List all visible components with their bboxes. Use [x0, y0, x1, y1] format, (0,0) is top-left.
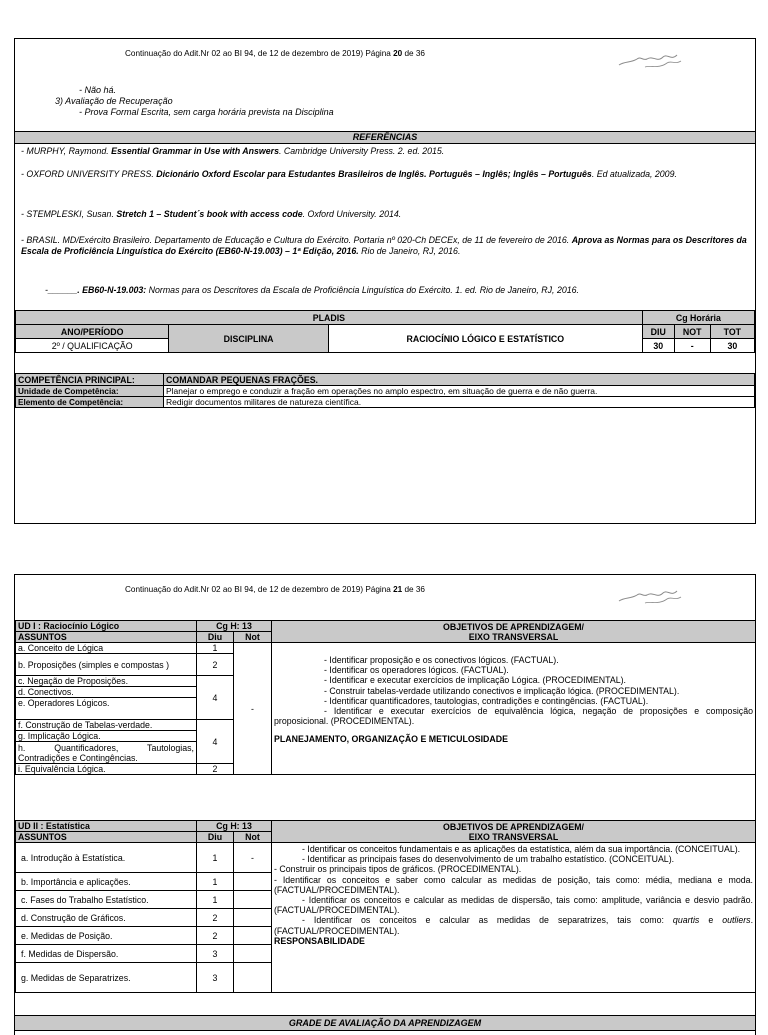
ref-author: - MURPHY, Raymond. [21, 146, 112, 156]
reference-stempleski [21, 209, 747, 220]
ud2-title: UD II : Estatística [16, 821, 197, 832]
grade-title: GRADE DE AVALIAÇÃO DA APRENDIZAGEM [288, 1018, 482, 1028]
ud1-item-b: b. Proposições (simples e compostas ) [16, 654, 197, 676]
disciplina-label: DISCIPLINA [169, 325, 329, 353]
ud2-not-empty [234, 927, 272, 945]
assuntos-label: ASSUNTOS [16, 832, 197, 843]
ud1-diu-cde: 4 [197, 676, 234, 720]
objective: - Construir tabelas-verdade utilizando conectivos e implicação lógica. (PROCEDIMENTAL). [324, 685, 680, 696]
diu-label: Diu [197, 632, 234, 643]
objective: - Identificar e executar exercícios de implicação Lógica. (PROCEDIMENTAL). [324, 675, 626, 686]
diu-value: 30 [642, 339, 674, 353]
ud1-diu-i: 2 [197, 764, 234, 775]
pladis-table [15, 310, 755, 353]
document-page-20 [14, 38, 756, 524]
header-total: de 36 [402, 585, 425, 594]
ref-publisher: . Cambridge University Press. 2. ed. 2015. [278, 146, 445, 156]
ud1-diu-a: 1 [197, 643, 234, 654]
ud1-item-f: f. Construção de Tabelas-verdade. [16, 720, 197, 731]
ref-author: - OXFORD UNIVERSITY PRESS. [21, 169, 157, 179]
ud2-not-empty [234, 873, 272, 891]
diu-label: DIU [642, 325, 674, 339]
header-text: Continuação do Adit.Nr 02 ao BI 94, de 12 de dezembro de 2019) Página [125, 585, 394, 594]
objective-term: quartis [672, 915, 700, 926]
references-title: REFERÊNCIAS [352, 132, 418, 142]
reference-brasil [21, 235, 747, 257]
ud2-not-empty [234, 909, 272, 927]
line-nao-ha: - Não há. [79, 85, 117, 95]
competencia-principal-label: COMPETÊNCIA PRINCIPAL: [16, 374, 164, 386]
ud2-not-value: - [234, 843, 272, 873]
pladis-title: PLADIS [16, 311, 643, 325]
ud2-item: b. Importância e aplicações. [16, 873, 197, 891]
ud1-not-value: - [234, 643, 272, 775]
ud2-table [15, 820, 756, 993]
eixo-transversal: RESPONSABILIDADE [274, 935, 365, 946]
ref-publisher: Rio de Janeiro, RJ, 2016. [358, 246, 461, 256]
ud1-item-d: d. Conectivos. [16, 687, 197, 698]
unidade-competencia-label: Unidade de Competência: [16, 386, 164, 397]
ud2-not-empty [234, 891, 272, 909]
objective: - Identificar quantificadores, tautologias, contradições e contingências. (FACTUAL). [324, 695, 649, 706]
ud2-diu: 3 [197, 945, 234, 963]
ref-publisher: . Ed atualizada, 2009. [591, 169, 677, 179]
ref-title: ______. EB60-N-19.003: [47, 285, 147, 295]
ud1-table [15, 620, 756, 775]
ref-dash: - [45, 285, 48, 295]
objective: - Identificar as principais fases do desenvolvimento de um trabalho estatístico. (CONCEITUAL). [302, 854, 675, 865]
eixo-title: EIXO TRANSVERSAL [468, 631, 559, 642]
ud2-diu: 1 [197, 873, 234, 891]
objective: - Construir os principais tipos de gráficos. (PROCEDIMENTAL). [274, 864, 522, 875]
disciplina-value: RACIOCÍNIO LÓGICO E ESTATÍSTICO [328, 325, 642, 353]
ud1-item-e: e. Operadores Lógicos. [16, 698, 197, 720]
ano-periodo-value: 2º / QUALIFICAÇÃO [16, 339, 169, 353]
objective-text: - Identificar os conceitos e calcular as medidas de separatrizes, tais como: [302, 915, 673, 926]
ud1-diu-b: 2 [197, 654, 234, 676]
ud2-item: g. Medidas de Separatrizes. [16, 963, 197, 993]
objective: - Identificar os conceitos fundamentais e as aplicações da estatística, além da sua importância. (CONCEITUAL). [302, 844, 741, 854]
objective-term: outliers [722, 915, 751, 926]
ud2-not-empty [234, 945, 272, 963]
line-avaliacao-recuperacao: 3) Avaliação de Recuperação [55, 96, 173, 106]
ud2-cg: Cg H: 13 [197, 821, 272, 832]
ref-title: Essential Grammar in Use with Answers [111, 146, 279, 156]
ud2-item: f. Medidas de Dispersão. [16, 945, 197, 963]
ref-publisher: . Oxford University. 2014. [302, 209, 402, 219]
ref-author: - STEMPLESKI, Susan. [21, 209, 117, 219]
objective: - Identificar proposição e os conectivos lógicos. (FACTUAL). [324, 655, 559, 665]
competence-table [15, 373, 755, 408]
eixo-title: EIXO TRANSVERSAL [468, 831, 559, 842]
ref-title: Aprova as Normas para os Descritores da Escala de Proficiência Linguística do Exército (EB60-N-19.003) – 1ª Edição, 2016. [21, 235, 747, 256]
objective: - Identificar e executar exercícios de equivalência lógica, negação de proposições e composição proposicional. (PROCEDIMENTAL). [274, 706, 753, 727]
tot-value: 30 [710, 339, 754, 353]
ud1-objectives [272, 643, 756, 775]
reference-eb60 [45, 285, 745, 296]
reference-oxford [21, 169, 747, 180]
ref-publisher: Normas para os Descritores da Escala de Proficiência Linguística do Exército. 1. ed. Rio de Janeiro, RJ, 2016. [146, 285, 579, 295]
ud2-item: c. Fases do Trabalho Estatístico. [16, 891, 197, 909]
diu-label: Diu [197, 832, 234, 843]
objective-text: . (FACTUAL/PROCEDIMENTAL). [274, 915, 754, 936]
not-label: Not [234, 632, 272, 643]
objective: - Identificar os operadores lógicos. (FACTUAL). [324, 665, 509, 676]
ud1-item-a: a. Conceito de Lógica [16, 643, 197, 654]
not-label: Not [234, 832, 272, 843]
elemento-competencia-label: Elemento de Competência: [16, 397, 164, 408]
ud2-item: d. Construção de Gráficos. [16, 909, 197, 927]
reference-murphy [21, 146, 747, 157]
ud2-diu: 2 [197, 909, 234, 927]
tot-label: TOT [710, 325, 754, 339]
signature-icon [615, 47, 685, 73]
ud1-title: UD I : Raciocínio Lógico [16, 621, 197, 632]
references-bar [15, 131, 755, 144]
page-number: 21 [393, 585, 403, 594]
ud1-item-g: g. Implicação Lógica. [16, 731, 197, 742]
ud2-objectives [272, 843, 756, 993]
document-page-21 [14, 574, 756, 1035]
ud2-objectives-header [272, 821, 756, 843]
ref-title: Dicionário Oxford Escolar para Estudantes Brasileiros de Inglês. Português – Inglês; Inglês – Português [156, 169, 592, 179]
ud1-item-h: h. Quantificadores, Tautologias, Contradições e Contingências. [16, 742, 197, 764]
ref-title: Stretch 1 – Student´s book with access code [116, 209, 303, 219]
ud1-cg: Cg H: 13 [197, 621, 272, 632]
ud2-item: e. Medidas de Posição. [16, 927, 197, 945]
ud1-item-c: c. Negação de Proposições. [16, 676, 197, 687]
eixo-transversal: PLANEJAMENTO, ORGANIZAÇÃO E METICULOSIDADE [274, 734, 508, 745]
objectives-title: OBJETIVOS DE APRENDIZAGEM/ [443, 821, 584, 832]
page-number: 20 [393, 49, 403, 58]
ud2-diu: 3 [197, 963, 234, 993]
elemento-competencia-value: Redigir documentos militares de natureza científica. [164, 397, 755, 408]
not-value: - [674, 339, 710, 353]
ud1-diu-fgh: 4 [197, 720, 234, 764]
ud2-diu: 2 [197, 927, 234, 945]
grade-bar [15, 1015, 755, 1031]
header-total: de 36 [402, 49, 425, 58]
ud1-objectives-header [272, 621, 756, 643]
objective: - Identificar os conceitos e saber como calcular as medidas de posição, tais como: média, mediana e moda. (FACTUAL/PROCEDIMENTAL). [274, 874, 753, 895]
not-label: NOT [674, 325, 710, 339]
header-text: Continuação do Adit.Nr 02 ao BI 94, de 12 de dezembro de 2019) Página [125, 49, 394, 58]
objectives-title: OBJETIVOS DE APRENDIZAGEM/ [443, 621, 584, 632]
objective-text: e [699, 915, 723, 926]
ano-periodo-label: ANO/PERÍODO [16, 325, 169, 339]
competencia-principal-value: COMANDAR PEQUENAS FRAÇÕES. [164, 374, 755, 386]
unidade-competencia-value: Planejar o emprego e conduzir a fração em operações no amplo espectro, em situação de guerra e de não guerra. [164, 386, 755, 397]
ud2-diu: 1 [197, 843, 234, 873]
signature-icon [615, 583, 685, 609]
ud2-not-empty [234, 963, 272, 993]
cg-horaria-label: Cg Horária [642, 311, 754, 325]
objective: - Identificar os conceitos e calcular as medidas de dispersão, tais como: amplitude, variância e desvio padrão. (FACTUAL/PROCEDIMENTAL). [274, 895, 753, 916]
ref-author: - BRASIL. MD/Exército Brasileiro. Departamento de Educação e Cultura do Exército. Portaria nº 020-Ch DECEx, de 11 de fevereiro de 2016. [21, 235, 572, 245]
line-prova-formal: - Prova Formal Escrita, sem carga horária prevista na Disciplina [79, 107, 334, 117]
objective [274, 915, 753, 935]
ud1-item-i: i. Equivalência Lógica. [16, 764, 197, 775]
ud2-diu: 1 [197, 891, 234, 909]
ud2-item: a. Introdução à Estatística. [16, 843, 197, 873]
assuntos-label: ASSUNTOS [16, 632, 197, 643]
